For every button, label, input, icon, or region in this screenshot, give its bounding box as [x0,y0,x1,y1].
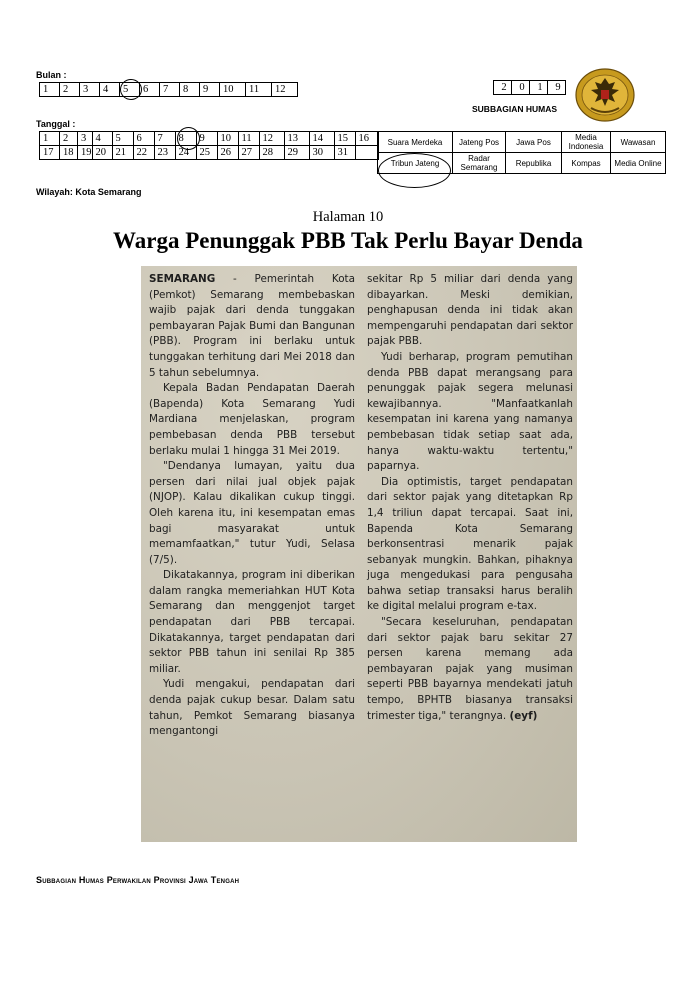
date-cell: 15 [334,132,355,146]
article-paragraph: "Secara keseluruhan, pendapatan dari sektor pajak baru sekitar 27 persen karena memang ada pembayaran pajak yang musiman seperti PBB bayarnya mendekati jatuh tempo, BPHTB biasanya transaksi trimester tiga," terangnya. (eyf) [367,616,573,722]
article-paragraph: SEMARANG - Pemerintah Kota (Pemkot) Semarang membebaskan wajib pajak dari denda tunggakan pembayaran Pajak Bumi dan Bangunan (PBB). Program ini berlaku untuk tunggakan terhitung dari Mei 2018 dan 5 tahun sebelumnya. [149,273,355,379]
month-cell: 11 [246,83,272,97]
date-cell: 18 [60,146,78,160]
region-label: Wilayah: Kota Semarang [36,187,142,197]
month-cell: 7 [160,83,180,97]
article-byline: (eyf) [509,709,538,722]
month-grid [39,82,298,97]
month-cell: 10 [220,83,246,97]
month-cell: 6 [140,83,160,97]
date-cell [355,146,378,160]
date-cell: 6 [133,132,154,146]
article-paragraph: Yudi mengakui, pendapatan dari denda pajak cukup besar. Dalam satu tahun, Pemkot Semarang biasanya mengantongi [149,678,355,738]
media-cell: Jateng Pos [453,132,506,153]
month-cell: 9 [200,83,220,97]
month-cell: 2 [60,83,80,97]
date-cell: 28 [259,146,284,160]
date-cell: 3 [78,132,93,146]
media-cell: Wawasan [611,132,666,153]
media-cell: Radar Semarang [453,153,506,174]
article-paragraph: sekitar Rp 5 miliar dari denda yang dibayarkan. Meski demikian, penghapusan denda ini tidak akan mempengaruhi pendapatan dari sektor pajak PBB. [367,273,573,348]
year-grid [493,80,566,95]
newspaper-clipping [141,266,577,842]
date-cell: 30 [309,146,334,160]
month-selection-circle [120,79,142,100]
date-grid [39,131,379,160]
month-cell: 8 [180,83,200,97]
date-cell: 2 [60,132,78,146]
date-cell: 11 [238,132,259,146]
media-cell: Republika [506,153,562,174]
date-cell: 9 [196,132,217,146]
media-selection-circle [378,153,451,188]
date-cell: 24 [175,146,196,160]
date-cell: 5 [112,132,133,146]
month-cell: 3 [80,83,100,97]
month-cell: 5 [120,83,140,97]
date-cell: 19 [78,146,93,160]
date-cell: 21 [112,146,133,160]
article-paragraph: Yudi berharap, program pemutihan denda PBB dapat merangsang para penunggak pajak segera melunasi kewajibannya. "Manfaatkanlah kesempatan ini karena yang namanya pembebasan tidak setiap saat ada, hanya waktu-waktu tertentu," paparnya. [367,350,573,473]
article-column-2 [367,272,573,724]
bulan-label: Bulan : [36,70,67,80]
date-cell: 23 [154,146,175,160]
footer-label: Subbagian Humas Perwakilan Provinsi Jawa Tengah [36,875,240,885]
year-digit: 2 [494,81,512,95]
date-cell: 8 [175,132,196,146]
year-digit: 1 [530,81,548,95]
date-selection-circle [177,127,200,150]
media-cell: Jawa Pos [506,132,562,153]
date-cell: 16 [355,132,378,146]
date-cell: 10 [217,132,238,146]
media-cell: Tribun Jateng [378,153,453,174]
date-cell: 20 [92,146,112,160]
org-label: SUBBAGIAN HUMAS [472,104,557,114]
date-cell: 27 [238,146,259,160]
month-cell: 1 [40,83,60,97]
article-column-1 [149,272,355,740]
media-cell: Suara Merdeka [378,132,453,153]
month-cell: 4 [100,83,120,97]
article-title: Warga Penunggak PBB Tak Perlu Bayar Denda [113,228,583,253]
date-cell: 12 [259,132,284,146]
media-cell: Kompas [562,153,611,174]
article-paragraph: Kepala Badan Pendapatan Daerah (Bapenda) Kota Semarang Yudi Mardiana menjelaskan, program pembebasan denda PBB tersebut berlaku mulai 1 hingga 31 Mei 2019. [149,382,355,457]
date-cell: 7 [154,132,175,146]
date-cell: 14 [309,132,334,146]
date-cell: 25 [196,146,217,160]
garuda-emblem-icon [575,68,635,122]
year-digit: 9 [548,81,566,95]
article-dateline: SEMARANG [149,273,216,285]
year-digit: 0 [512,81,530,95]
date-cell: 29 [284,146,309,160]
media-cell: Media Online [611,153,666,174]
date-cell: 4 [92,132,112,146]
article-paragraph: "Dendanya lumayan, yaitu dua persen dari nilai jual objek pajak (NJOP). Kalau dikalikan cukup tinggi. Oleh karena itu, ini kesempatan emas bagi masyarakat untuk memamfaatkan," tutur Yudi, Selasa (7/5). [149,460,355,566]
article-paragraph: Dia optimistis, target pendapatan dari sektor pajak yang ditetapkan Rp 1,4 triliun dapat tercapai. Saat ini, Bapenda Kota Semarang berkonsentrasi menarik pajak sebanyak mungkin. Bahkan, pihaknya juga mengedukasi para pengusaha bahwa setiap transaksi harus beralih ke digital melalui program e-tax. [367,475,573,613]
month-cell: 12 [272,83,298,97]
tanggal-label: Tanggal : [36,119,76,129]
article-paragraph: Dikatakannya, program ini diberikan dalam rangka memeriahkan HUT Kota Semarang dan menggenjot target pendapatan dari PBB tercapai. Dikatakannya, target pendapatan dari sektor PBB tahun ini senilai Rp 385 miliar. [149,569,355,675]
date-cell: 13 [284,132,309,146]
date-cell: 22 [133,146,154,160]
date-cell: 17 [40,146,60,160]
date-cell: 31 [334,146,355,160]
date-cell: 1 [40,132,60,146]
date-cell: 26 [217,146,238,160]
media-cell: Media Indonesia [562,132,611,153]
page-number: Halaman 10 [312,209,384,225]
